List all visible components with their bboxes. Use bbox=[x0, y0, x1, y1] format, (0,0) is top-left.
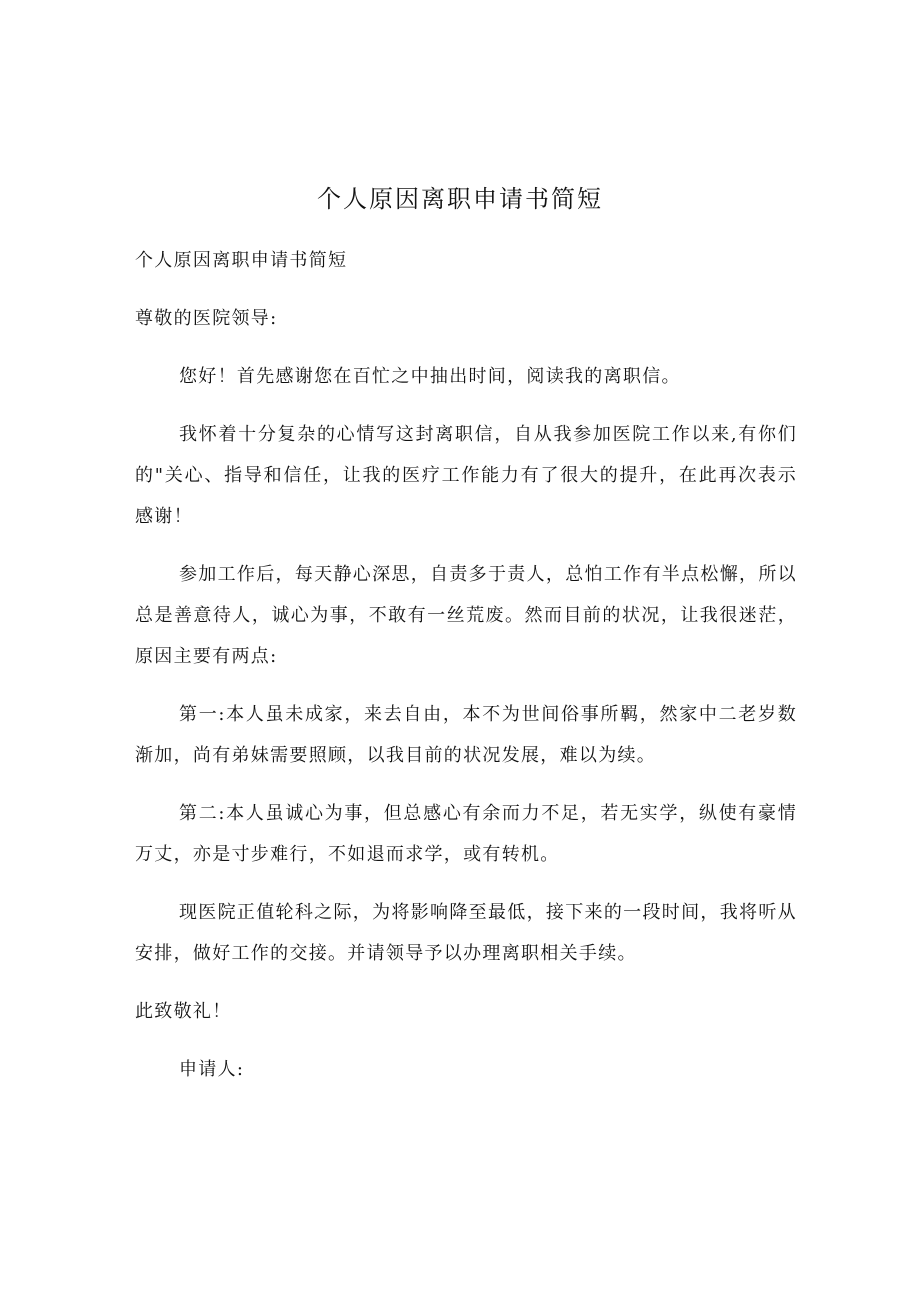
signature-label: 申请人: bbox=[179, 1059, 245, 1080]
salutation: 尊敬的医院领导: bbox=[135, 308, 278, 329]
paragraph-reason-one: 第一:本人虽未成家，来去自由，本不为世间俗事所羁，然家中二老岁数渐加，尚有弟妹需要照顾，以我目前的状况发展，难以为续。 bbox=[135, 704, 797, 766]
paragraph-gratitude: 我怀着十分复杂的心情写这封离职信，自从我参加医院工作以来,有你们的"关心、指导和信任，让我的医疗工作能力有了很大的提升，在此再次表示感谢！ bbox=[135, 424, 797, 527]
document-title: 个人原因离职申请书简短 bbox=[317, 185, 603, 213]
paragraph-handover: 现医院正值轮科之际，为将影响降至最低，接下来的一段时间，我将听从安排，做好工作的交接。并请领导予以办理离职相关手续。 bbox=[135, 902, 797, 964]
paragraph-reflection: 参加工作后，每天静心深思，自责多于责人，总怕工作有半点松懈，所以总是善意待人，诚心为事，不敢有一丝荒废。然而目前的状况，让我很迷茫，原因主要有两点: bbox=[135, 564, 797, 667]
document-body bbox=[135, 240, 797, 1107]
closing: 此致敬礼！ bbox=[135, 1001, 232, 1022]
document-subtitle: 个人原因离职申请书简短 bbox=[135, 250, 348, 271]
paragraph-reason-two: 第二:本人虽诚心为事，但总感心有余而力不足，若无实学，纵使有豪情万丈，亦是寸步难行，不如退而求学，或有转机。 bbox=[135, 803, 797, 865]
paragraph-greeting: 您好！首先感谢您在百忙之中抽出时间，阅读我的离职信。 bbox=[179, 366, 681, 387]
